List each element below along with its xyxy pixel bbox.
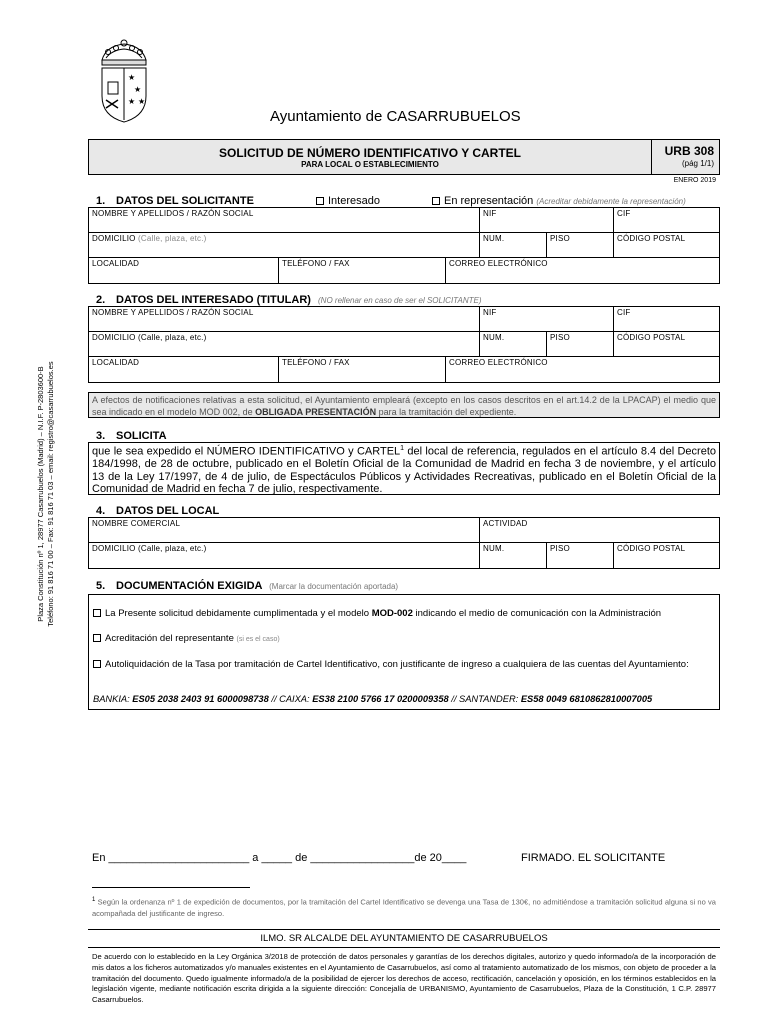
s1-domicilio-field[interactable] bbox=[88, 232, 480, 258]
doc-item-2-note: (si es el caso) bbox=[236, 636, 280, 643]
s4-cp-label: CÓDIGO POSTAL bbox=[617, 544, 686, 553]
s1-cp-label: CÓDIGO POSTAL bbox=[617, 234, 686, 243]
s2-cif-label: CIF bbox=[617, 308, 631, 317]
s4-domicilio-label: DOMICILIO (Calle, plaza, etc.) bbox=[92, 544, 207, 553]
footer-divider bbox=[88, 929, 720, 930]
section-5-label: DOCUMENTACIÓN EXIGIDA bbox=[116, 580, 263, 592]
s1-localidad-field[interactable] bbox=[88, 257, 279, 284]
s2-cp-field[interactable] bbox=[613, 331, 720, 357]
s2-num-label: NUM. bbox=[483, 333, 505, 342]
section-2-title bbox=[96, 294, 481, 306]
s1-domicilio-label: DOMICILIO bbox=[92, 234, 136, 243]
section-2-number: 2. bbox=[96, 294, 106, 306]
s2-domicilio-field[interactable] bbox=[88, 331, 480, 357]
section-5-number: 5. bbox=[96, 580, 106, 592]
s2-nif-field[interactable] bbox=[479, 306, 614, 332]
s1-nif-label: NIF bbox=[483, 209, 497, 218]
s4-piso-field[interactable] bbox=[546, 542, 614, 569]
privacy-text: De acuerdo con lo establecido en la Ley Orgánica 3/2018 de protección de datos personales y garantías de los derechos digitales, autorizo y quedo informado/a de la incorporación de mis datos a los ficheros automatizados y/o manuales existentes en el Ayuntamiento de Casarrubuelos, así como al tratamiento automatizado de los mismos, con objeto de proceder a la tramitación del documento. Quedo igualmente informado/a de la posibilidad de ejercer los derechos de acceso, rectificación, cancelación y oposición, en los términos establecidos en la legislación vigente, mediante notificación escrita dirigida a la siguiente dirección: Concejalía de URBANISMO, Ayuntamiento de Casarrubuelos, Plaza de la Constitución, 1 C.P. 28977 Casarrubuelos. bbox=[92, 952, 716, 1005]
solicita-text-box bbox=[88, 442, 720, 495]
s1-cif-field[interactable] bbox=[613, 207, 720, 233]
section-3-label: SOLICITA bbox=[116, 430, 167, 442]
section-2-note: (NO rellenar en caso de ser el SOLICITANTE) bbox=[318, 296, 482, 305]
doc-item-1-bold: MOD-002 bbox=[371, 608, 413, 619]
signature-label: FIRMADO. EL SOLICITANTE bbox=[521, 852, 666, 864]
doc-item-2-text: Acreditación del representante bbox=[105, 633, 234, 644]
svg-text:★: ★ bbox=[128, 73, 136, 82]
s1-num-label: NUM. bbox=[483, 234, 505, 243]
s4-nombre-field[interactable] bbox=[88, 517, 480, 543]
s1-cif-label: CIF bbox=[617, 209, 631, 218]
s2-correo-label: CORREO ELECTRÓNICO bbox=[449, 358, 548, 367]
section-4-label: DATOS DEL LOCAL bbox=[116, 505, 220, 517]
option-representacion-label: En representación bbox=[444, 195, 534, 207]
section-1-title bbox=[96, 195, 254, 207]
s4-actividad-label: ACTIVIDAD bbox=[483, 519, 528, 528]
s2-telefono-field[interactable] bbox=[278, 356, 446, 383]
section-3-number: 3. bbox=[96, 430, 106, 442]
footnote-divider bbox=[92, 887, 250, 888]
option-representacion[interactable] bbox=[432, 195, 686, 207]
svg-text:★: ★ bbox=[138, 97, 146, 106]
form-header bbox=[88, 139, 720, 175]
s1-nif-field[interactable] bbox=[479, 207, 614, 233]
footnote-mark: 1 bbox=[92, 897, 96, 903]
s1-nombre-label: NOMBRE Y APELLIDOS / RAZÓN SOCIAL bbox=[92, 209, 254, 218]
form-date: ENERO 2019 bbox=[673, 177, 716, 184]
s4-num-label: NUM. bbox=[483, 544, 505, 553]
side-address-line1: Plaza Constitución nº 1, 28977 Casarrubuelos (Madrid) – N.I.F. P-2803600-B bbox=[36, 366, 45, 622]
doc-item-1-text-a: La Presente solicitud debidamente cumplimentada y el modelo bbox=[105, 608, 372, 619]
documentation-box bbox=[88, 594, 720, 710]
s2-correo-field[interactable] bbox=[445, 356, 720, 383]
bank-label-2: // CAIXA: bbox=[268, 694, 313, 704]
section-5-title bbox=[96, 580, 398, 592]
s2-cp-label: CÓDIGO POSTAL bbox=[617, 333, 686, 342]
bank-label-3: // SANTANDER: bbox=[448, 694, 521, 704]
section-2-label: DATOS DEL INTERESADO (TITULAR) bbox=[116, 294, 311, 306]
s2-nombre-label: NOMBRE Y APELLIDOS / RAZÓN SOCIAL bbox=[92, 308, 254, 317]
s4-cp-field[interactable] bbox=[613, 542, 720, 569]
option-interesado[interactable] bbox=[316, 195, 380, 207]
s4-num-field[interactable] bbox=[479, 542, 547, 569]
s1-correo-field[interactable] bbox=[445, 257, 720, 284]
s1-telefono-label: TELÉFONO / FAX bbox=[282, 259, 350, 268]
s1-piso-label: PISO bbox=[550, 234, 570, 243]
s2-num-field[interactable] bbox=[479, 331, 547, 357]
addressee: ILMO. SR ALCALDE DEL AYUNTAMIENTO DE CASARRUBUELOS bbox=[260, 933, 548, 944]
svg-text:★: ★ bbox=[134, 85, 142, 94]
bank-iban-1: ES05 2038 2403 91 6000098738 bbox=[132, 694, 269, 704]
option-interesado-label: Interesado bbox=[328, 195, 380, 207]
checkbox-interesado[interactable] bbox=[316, 197, 324, 205]
bank-iban-2: ES38 2100 5766 17 0200009358 bbox=[312, 694, 449, 704]
s4-nombre-label: NOMBRE COMERCIAL bbox=[92, 519, 181, 528]
doc-item-1[interactable] bbox=[93, 608, 661, 619]
bank-iban-3: ES58 0049 6810862810007005 bbox=[520, 694, 653, 704]
bank-label-1: BANKIA: bbox=[93, 694, 133, 704]
doc-item-3-checkbox[interactable] bbox=[93, 660, 101, 668]
solicita-text-1: que le sea expedido el NÚMERO IDENTIFICATIVO y CARTEL bbox=[92, 445, 401, 458]
notice-text-2: para la tramitación del expediente. bbox=[376, 407, 517, 417]
doc-item-3[interactable] bbox=[93, 659, 715, 671]
doc-item-3-text: Autoliquidación de la Tasa por tramitación de Cartel Identificativo, con justificante de ingreso a cualquiera de las cuentas del Ayuntamiento: bbox=[105, 659, 689, 670]
doc-item-2-checkbox[interactable] bbox=[93, 634, 101, 642]
form-code: URB 308 bbox=[664, 144, 714, 158]
s2-telefono-label: TELÉFONO / FAX bbox=[282, 358, 350, 367]
option-representacion-note: (Acreditar debidamente la representación) bbox=[536, 197, 686, 206]
s2-nif-label: NIF bbox=[483, 308, 497, 317]
section-1-label: DATOS DEL SOLICITANTE bbox=[116, 195, 254, 207]
form-code-box bbox=[651, 139, 720, 175]
section-4-number: 4. bbox=[96, 505, 106, 517]
s2-piso-field[interactable] bbox=[546, 331, 614, 357]
checkbox-representacion[interactable] bbox=[432, 197, 440, 205]
side-address-line2: Teléfono: 91 816 71 00 – Fax: 91 816 71 03 – email: registro@casarrubuelos.es bbox=[46, 361, 55, 627]
s1-num-field[interactable] bbox=[479, 232, 547, 258]
s2-localidad-field[interactable] bbox=[88, 356, 279, 383]
signature-date-line[interactable]: En _______________________ a _____ de _________________de 20____ bbox=[92, 852, 467, 864]
coat-of-arms-icon bbox=[94, 38, 154, 124]
footnote-ref: 1 bbox=[400, 445, 405, 452]
section-5-note: (Marcar la documentación aportada) bbox=[269, 582, 399, 591]
s1-cp-field[interactable] bbox=[613, 232, 720, 258]
s2-piso-label: PISO bbox=[550, 333, 570, 342]
s4-actividad-field[interactable] bbox=[479, 517, 720, 543]
notice-bold: OBLIGADA PRESENTACIÓN bbox=[255, 407, 377, 417]
svg-text:★: ★ bbox=[128, 97, 136, 106]
section-3-title bbox=[96, 430, 167, 442]
doc-item-2[interactable] bbox=[93, 633, 280, 644]
footnote bbox=[92, 895, 716, 919]
s1-correo-label: CORREO ELECTRÓNICO bbox=[449, 259, 548, 268]
s2-domicilio-label: DOMICILIO (Calle, plaza, etc.) bbox=[92, 333, 207, 342]
s2-nombre-field[interactable] bbox=[88, 306, 480, 332]
bank-accounts bbox=[93, 694, 652, 704]
form-page: (pág 1/1) bbox=[681, 159, 714, 168]
solicita-text-2: del local de referencia, regulados en el artículo 8.4 del Decreto 184/1998, de 28 de octubre, publicado en el Boletín Oficial de la Comunidad de Madrid en fecha 3 de noviembre, y el artículo 13 de la Ley 17/1997, de 4 de julio, de Espectáculos Públicos y Actividades Recreativas, publicado en el Boletín Oficial de la Comunidad de Madrid en fecha 7 de julio, respectivamente. bbox=[92, 445, 716, 496]
notice-text-1: A efectos de notificaciones relativas a esta solicitud, el Ayuntamiento empleará (excepto en los casos descritos en el art.14.2 de la LPACAP) el medio que sea indicado en el modelo MOD 002, de bbox=[92, 395, 716, 417]
s1-domicilio-hint: (Calle, plaza, etc.) bbox=[138, 234, 207, 243]
s1-localidad-label: LOCALIDAD bbox=[92, 259, 140, 268]
side-address bbox=[36, 344, 56, 644]
s4-piso-label: PISO bbox=[550, 544, 570, 553]
municipality-title: Ayuntamiento de CASARRUBUELOS bbox=[270, 108, 521, 125]
doc-item-1-checkbox[interactable] bbox=[93, 609, 101, 617]
s2-cif-field[interactable] bbox=[613, 306, 720, 332]
s1-nombre-field[interactable] bbox=[88, 207, 480, 233]
s1-telefono-field[interactable] bbox=[278, 257, 446, 284]
notification-notice bbox=[88, 392, 720, 418]
form-title: SOLICITUD DE NÚMERO IDENTIFICATIVO Y CARTEL bbox=[218, 146, 521, 160]
form-subtitle: PARA LOCAL O ESTABLECIMIENTO bbox=[301, 160, 439, 169]
footnote-text: Según la ordenanza nº 1 de expedición de documentos, por la tramitación del Cartel Identificativo se devenga una Tasa de 130€, no admitiéndose a tramitación solicitud alguna si no va acompañada del justificante de ingreso. bbox=[92, 897, 716, 918]
section-1-number: 1. bbox=[96, 195, 106, 207]
footer-divider-2 bbox=[88, 947, 720, 948]
s1-piso-field[interactable] bbox=[546, 232, 614, 258]
section-4-title bbox=[96, 505, 219, 517]
doc-item-1-text-c: indicando el medio de comunicación con la Administración bbox=[412, 608, 662, 619]
s4-domicilio-field[interactable] bbox=[88, 542, 480, 569]
s2-localidad-label: LOCALIDAD bbox=[92, 358, 140, 367]
